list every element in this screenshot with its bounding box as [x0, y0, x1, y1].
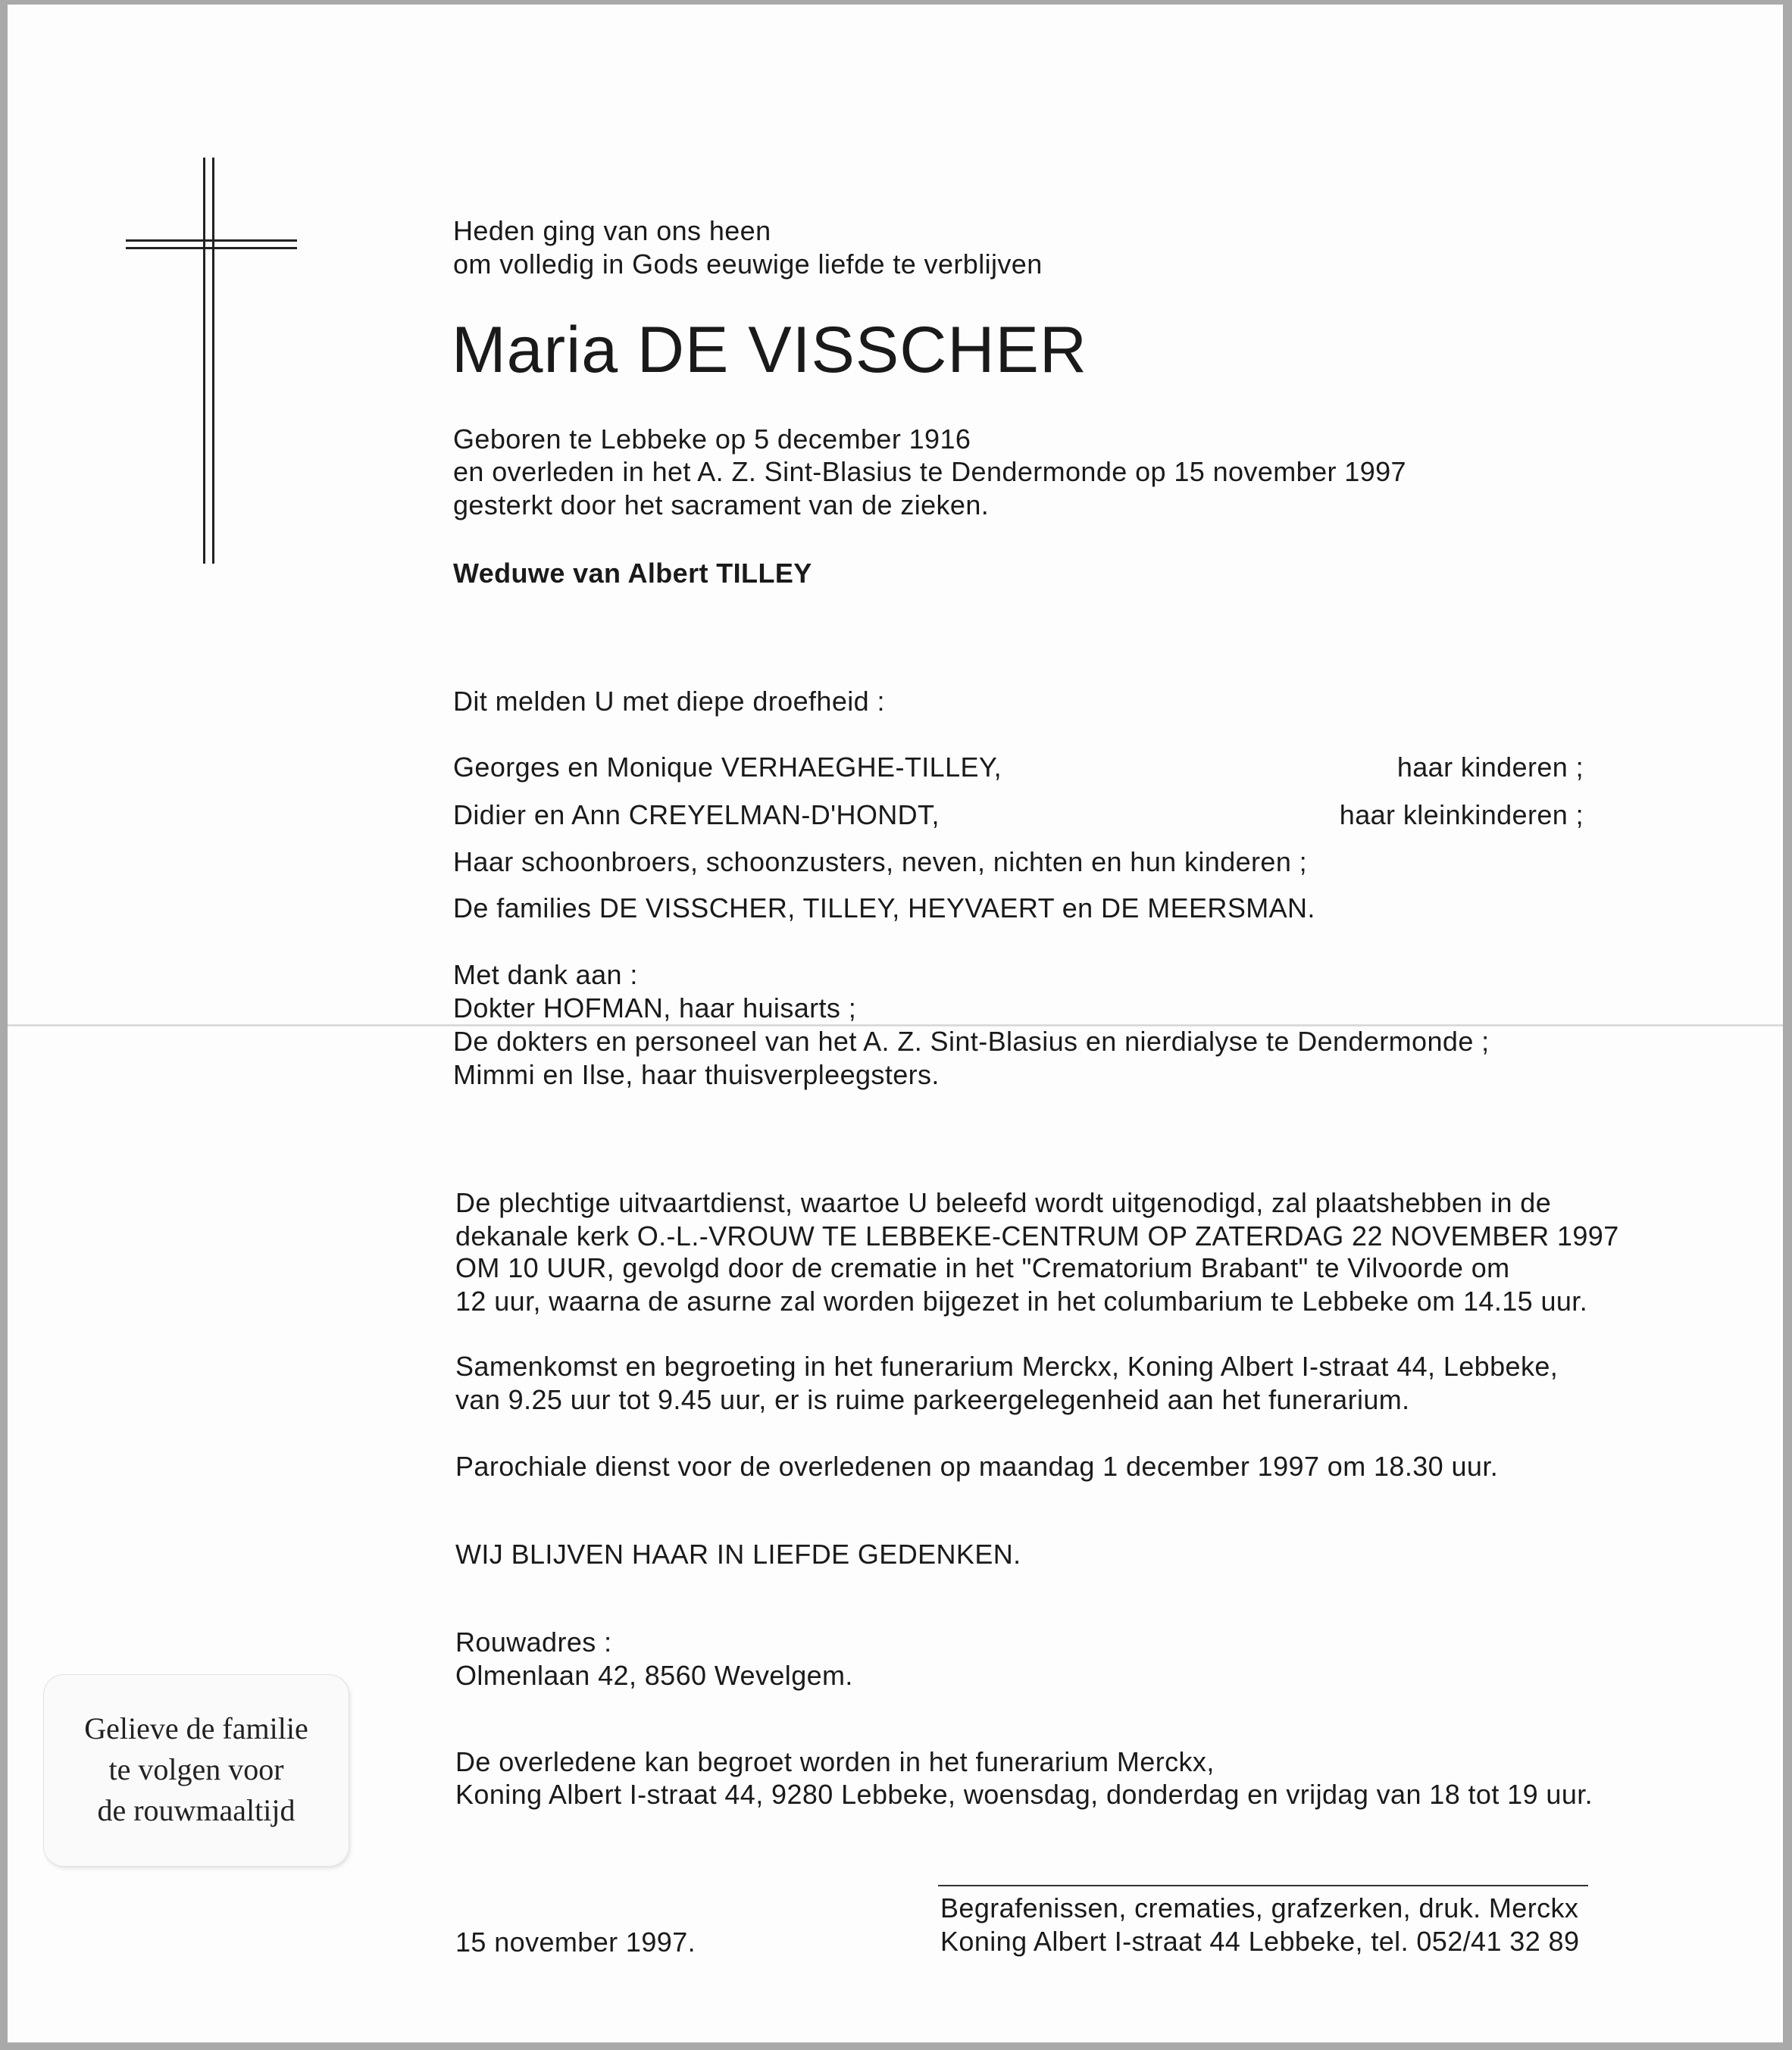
sticker-line: de rouwmaaltijd: [97, 1793, 296, 1827]
parish-service-line: Parochiale dienst voor de overledenen op maandag 1 december 1997 om 18.30 uur.: [455, 1451, 1499, 1482]
gathering-line: Samenkomst en begroeting in het funerarium Merckx, Koning Albert I-straat 44, Lebbeke,: [455, 1351, 1559, 1382]
intro-line-2: om volledig in Gods eeuwige liefde te verblijven: [453, 248, 1043, 280]
widow-line: Weduwe van Albert TILLEY: [453, 558, 812, 589]
printer-line: Koning Albert I-straat 44 Lebbeke, tel. 052/41 32 89: [940, 1926, 1580, 1957]
service-line: 12 uur, waarna de asurne zal worden bijgezet in het columbarium te Lebbeke om 14.15 uur.: [455, 1286, 1588, 1317]
service-line: De plechtige uitvaartdienst, waartoe U beleefd wordt uitgenodigd, zal plaatshebben in de: [455, 1187, 1552, 1218]
sticker-line: te volgen voor: [108, 1752, 284, 1786]
remembrance-line: WIJ BLIJVEN HAAR IN LIEFDE GEDENKEN.: [455, 1539, 1021, 1570]
family-relation: haar kleinkinderen ;: [1339, 799, 1584, 830]
birth-line: Geboren te Lebbeke op 5 december 1916: [453, 423, 971, 455]
family-relation: haar kinderen ;: [1396, 752, 1584, 783]
announcement-heading: Dit melden U met diepe droefheid :: [453, 686, 885, 717]
family-names: Georges en Monique VERHAEGHE-TILLEY,: [453, 752, 1002, 783]
intro-line-1: Heden ging van ons heen: [453, 215, 771, 246]
announcement-date: 15 november 1997.: [455, 1927, 696, 1958]
family-names: De families DE VISSCHER, TILLEY, HEYVAERT en DE MEERSMAN.: [453, 892, 1315, 923]
thanks-line: Mimmi en Ilse, haar thuisverpleegsters.: [453, 1059, 940, 1090]
thanks-line: Dokter HOFMAN, haar huisarts ;: [453, 992, 857, 1023]
service-line: dekanale kerk O.-L.-VROUW TE LEBBEKE-CENTRUM OP ZATERDAG 22 NOVEMBER 1997: [455, 1220, 1619, 1252]
visitation-line: Koning Albert I-straat 44, 9280 Lebbeke, woensdag, donderdag en vrijdag van 18 tot 19 uur.: [455, 1779, 1593, 1810]
printer-divider: [938, 1885, 1588, 1886]
service-line: OM 10 UUR, gevolgd door de crematie in het "Crematorium Brabant" te Vilvoorde om: [455, 1252, 1510, 1283]
family-names: Haar schoonbroers, schoonzusters, neven, nichten en hun kinderen ;: [453, 846, 1308, 877]
death-line: en overleden in het A. Z. Sint-Blasius te Dendermonde op 15 november 1997: [453, 456, 1406, 487]
mourning-address: Olmenlaan 42, 8560 Wevelgem.: [455, 1660, 853, 1691]
sacrament-line: gesterkt door het sacrament van de zieken.: [453, 489, 990, 520]
visitation-line: De overledene kan begroet worden in het funerarium Merckx,: [455, 1746, 1215, 1777]
mourning-address-label: Rouwadres :: [455, 1627, 612, 1658]
family-names: Didier en Ann CREYELMAN-D'HONDT,: [453, 799, 940, 830]
cross-icon: [126, 158, 297, 564]
sticker-line: Gelieve de familie: [84, 1711, 308, 1745]
meal-invitation-sticker: [44, 1675, 349, 1866]
deceased-name: Maria DE VISSCHER: [452, 314, 1087, 386]
thanks-line: De dokters en personeel van het A. Z. Sint-Blasius en nierdialyse te Dendermonde ;: [453, 1026, 1490, 1057]
thanks-heading: Met dank aan :: [453, 959, 638, 990]
gathering-line: van 9.25 uur tot 9.45 uur, er is ruime parkeergelegenheid aan het funerarium.: [455, 1384, 1410, 1415]
printer-line: Begrafenissen, crematies, grafzerken, druk. Merckx: [940, 1892, 1579, 1923]
